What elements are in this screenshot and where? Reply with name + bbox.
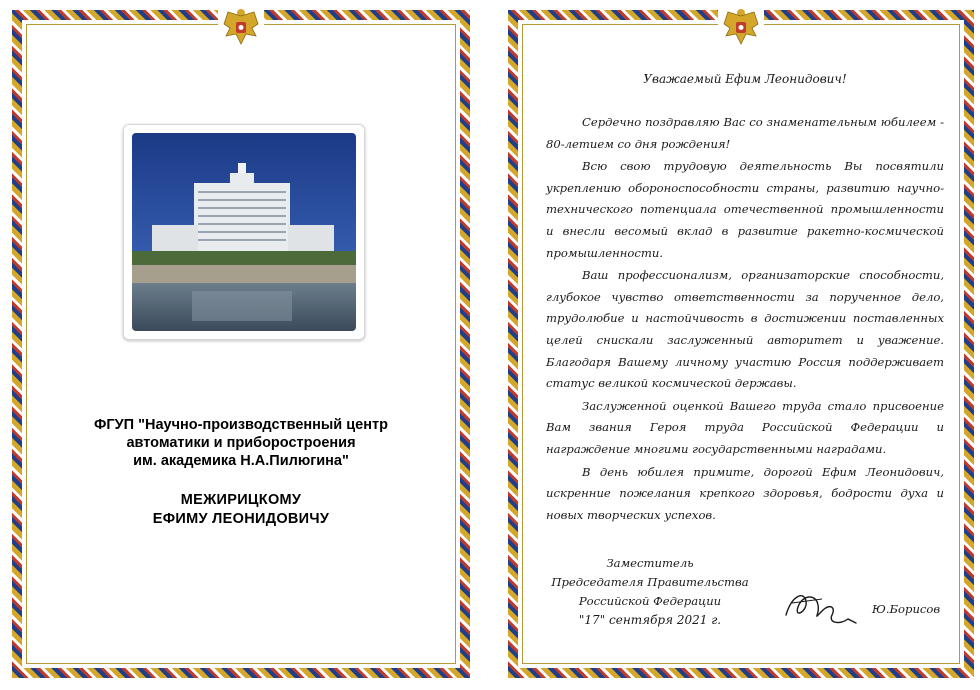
- photo-frame: [123, 124, 365, 340]
- organization-line: автоматики и приборостроения: [126, 435, 356, 451]
- salutation: Уважаемый Ефим Леонидович!: [643, 72, 847, 86]
- letter-paragraph: Ваш профессионализм, организаторские способности, глубокое чувство ответственности за порученное дело, трудолюбие и настойчивость в достижении поставленных целей снискали заслуженный авторитет и уважение. Благодаря Вашему личному участию Россия поддерживает статус великой космической державы.: [546, 268, 944, 391]
- organization-line: ФГУП "Научно-производственный центр: [94, 417, 388, 433]
- letter-date: "17" сентября 2021 г.: [578, 613, 722, 627]
- signatory-title-line: Председателя Правительства: [551, 575, 749, 589]
- recipient-name: [32, 491, 450, 529]
- letter-paragraph: Сердечно поздравляю Вас со знаменательным юбилеем - 80-летием со дня рождения!: [546, 115, 944, 151]
- signatory-title: [550, 554, 750, 630]
- government-building-photo: [132, 133, 356, 331]
- recipient-given-names: ЕФИМУ ЛЕОНИДОВИЧУ: [152, 511, 330, 527]
- signer-name: Ю.Борисов: [872, 602, 941, 616]
- left-page: [12, 10, 470, 678]
- signatory-title-line: Заместитель: [606, 556, 694, 570]
- organization-line: им. академика Н.А.Пилюгина": [133, 453, 349, 469]
- letter-paragraph: Заслуженной оценкой Вашего труда стало присвоение Вам звания Героя труда Российской Федерации и награждение многими государственными наградами.: [546, 398, 944, 456]
- letter-body: [546, 72, 944, 526]
- coat-of-arms-icon: [718, 4, 764, 50]
- letter-paragraph: Всю свою трудовую деятельность Вы посвятили укреплению обороноспособности страны, развитию научно-технического потенциала отечественной промышленности и внесли весомый вклад в развитие ракетно-космической промышленности.: [546, 159, 944, 260]
- coat-of-arms-icon: [218, 4, 264, 50]
- recipient-surname: МЕЖИРИЦКОМУ: [180, 492, 302, 508]
- handwritten-signature: [782, 585, 862, 633]
- right-page: [508, 10, 974, 678]
- letter-paragraph: В день юбилея примите, дорогой Ефим Леонидович, искренние пожелания крепкого здоровья, бодрости духа и новых творческих успехов.: [546, 464, 944, 522]
- inner-frame-line: [26, 24, 456, 664]
- signatory-title-line: Российской Федерации: [578, 594, 722, 608]
- organization-name: [32, 416, 450, 470]
